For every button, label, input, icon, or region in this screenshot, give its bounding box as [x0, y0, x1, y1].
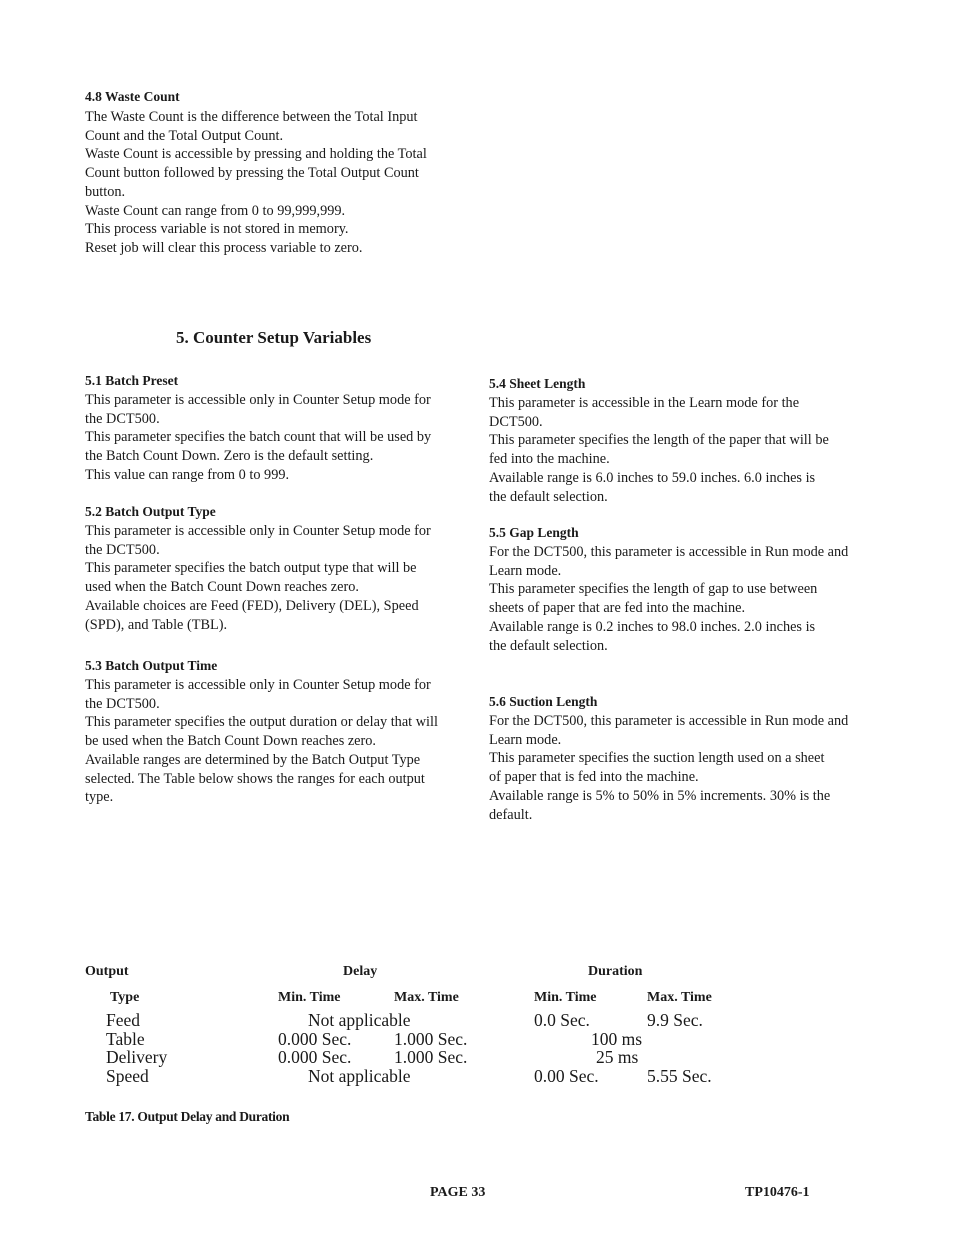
- text-line: This parameter is accessible in the Learn mode for the: [489, 395, 800, 411]
- header-delay-max: Max. Time: [394, 990, 459, 1005]
- waste-count-section: [85, 88, 480, 258]
- text-line: This parameter is accessible only in Counter Setup mode for: [85, 677, 431, 693]
- text-line: Available choices are Feed (FED), Delivery (DEL), Speed: [85, 597, 419, 614]
- batch-preset-section: [85, 372, 480, 485]
- cell-type: Speed: [106, 1066, 149, 1086]
- text-line: This value can range from 0 to 999.: [85, 466, 290, 483]
- sheet-length-section: [489, 375, 884, 506]
- suction-length-section: [489, 693, 884, 824]
- header-delay: Delay: [343, 964, 378, 979]
- header-delay-min: Min. Time: [278, 990, 341, 1005]
- cell-duration-min: 0.00 Sec.: [534, 1066, 599, 1086]
- text-line: Available ranges are determined by the Batch Output Type: [85, 751, 421, 768]
- text-line: type.: [85, 789, 114, 806]
- text-line: Available range is 0.2 inches to 98.0 inches. 2.0 inches is: [489, 618, 816, 635]
- cell-delay-min: 0.000 Sec.: [278, 1029, 352, 1049]
- text-line: the default selection.: [489, 637, 608, 654]
- section-heading: 5.4 Sheet Length: [489, 376, 586, 391]
- header-duration: Duration: [588, 964, 643, 979]
- text-line: Available range is 5% to 50% in 5% increments. 30% is the: [489, 787, 831, 804]
- cell-duration-max: 5.55 Sec.: [647, 1066, 712, 1086]
- section-body: [85, 676, 480, 807]
- cell-type: Feed: [106, 1010, 141, 1030]
- text-line: This parameter is accessible only in Counter Setup mode for: [85, 392, 431, 408]
- batch-output-time-section: [85, 657, 480, 807]
- section-heading: 5.5 Gap Length: [489, 525, 579, 540]
- text-line: Count and the Total Output Count.: [85, 127, 284, 144]
- text-line: selected. The Table below shows the ranges for each output: [85, 770, 425, 787]
- text-line: This parameter specifies the batch count that will be used by: [85, 429, 432, 446]
- text-line: button.: [85, 183, 126, 200]
- text-line: This parameter specifies the length of gap to use between: [489, 581, 818, 598]
- header-type: Type: [110, 990, 140, 1005]
- text-line: Learn mode.: [489, 731, 562, 748]
- text-line: This parameter specifies the length of the paper that will be: [489, 432, 829, 449]
- section-title: 5. Counter Setup Variables: [176, 328, 372, 347]
- section-heading: 5.6 Suction Length: [489, 694, 598, 709]
- cell-duration-min: 0.0 Sec.: [534, 1010, 590, 1030]
- text-line: fed into the machine.: [489, 451, 610, 468]
- cell-delay-max: 1.000 Sec.: [394, 1047, 468, 1067]
- text-line: DCT500.: [489, 413, 543, 430]
- document-id: TP10476-1: [745, 1185, 810, 1200]
- text-line: This parameter is accessible only in Counter Setup mode for: [85, 523, 431, 539]
- cell-delay-min: 0.000 Sec.: [278, 1047, 352, 1067]
- page-number: PAGE 33: [430, 1185, 486, 1200]
- text-line: This parameter specifies the output duration or delay that will: [85, 714, 438, 731]
- text-line: For the DCT500, this parameter is accessible in Run mode and: [489, 544, 849, 560]
- text-line: Waste Count can range from 0 to 99,999,999.: [85, 202, 346, 219]
- text-line: Count button followed by pressing the Total Output Count: [85, 165, 419, 182]
- cell-delay-span: Not applicable: [308, 1010, 411, 1030]
- text-line: the DCT500.: [85, 541, 160, 558]
- cell-duration-span: 100 ms: [591, 1029, 643, 1049]
- cell-duration-span: 25 ms: [596, 1047, 639, 1067]
- section-body: [85, 522, 480, 634]
- header-output: Output: [85, 964, 129, 979]
- cell-delay-span: Not applicable: [308, 1066, 411, 1086]
- text-line: be used when the Batch Count Down reaches zero.: [85, 733, 377, 750]
- batch-output-type-section: [85, 503, 480, 634]
- text-line: the DCT500.: [85, 695, 160, 712]
- section-heading: 5.2 Batch Output Type: [85, 504, 216, 519]
- text-line: used when the Batch Count Down reaches zero.: [85, 579, 359, 596]
- text-line: Learn mode.: [489, 562, 562, 579]
- section-body: [489, 543, 884, 655]
- text-line: of paper that is fed into the machine.: [489, 769, 699, 786]
- section-heading: 5.1 Batch Preset: [85, 373, 179, 388]
- section-heading: 4.8 Waste Count: [85, 89, 180, 104]
- text-line: Reset job will clear this process variable to zero.: [85, 239, 363, 256]
- text-line: default.: [489, 806, 533, 823]
- text-line: the DCT500.: [85, 410, 160, 427]
- header-duration-max: Max. Time: [647, 990, 712, 1005]
- text-line: For the DCT500, this parameter is accessible in Run mode and: [489, 713, 849, 729]
- table-caption: Table 17. Output Delay and Duration: [85, 1109, 290, 1124]
- cell-delay-max: 1.000 Sec.: [394, 1029, 468, 1049]
- cell-type: Table: [106, 1029, 145, 1049]
- header-duration-min: Min. Time: [534, 990, 597, 1005]
- section-body: [85, 391, 480, 485]
- cell-duration-max: 9.9 Sec.: [647, 1010, 703, 1030]
- gap-length-section: [489, 524, 884, 655]
- section-body: [489, 712, 884, 824]
- text-line: Waste Count is accessible by pressing and holding the Total: [85, 146, 427, 163]
- section-heading: 5.3 Batch Output Time: [85, 658, 218, 673]
- text-line: This process variable is not stored in memory.: [85, 221, 349, 238]
- cell-type: Delivery: [106, 1047, 168, 1067]
- text-line: the default selection.: [489, 488, 608, 505]
- text-line: the Batch Count Down. Zero is the default setting.: [85, 448, 374, 465]
- section-body: [489, 394, 884, 506]
- text-line: (SPD), and Table (TBL).: [85, 616, 228, 633]
- section-body: [85, 108, 480, 258]
- text-line: Available range is 6.0 inches to 59.0 inches. 6.0 inches is: [489, 469, 816, 486]
- text-line: The Waste Count is the difference between the Total Input: [85, 109, 418, 125]
- text-line: This parameter specifies the batch output type that will be: [85, 560, 417, 577]
- text-line: sheets of paper that are fed into the machine.: [489, 600, 746, 617]
- text-line: This parameter specifies the suction length used on a sheet: [489, 750, 825, 767]
